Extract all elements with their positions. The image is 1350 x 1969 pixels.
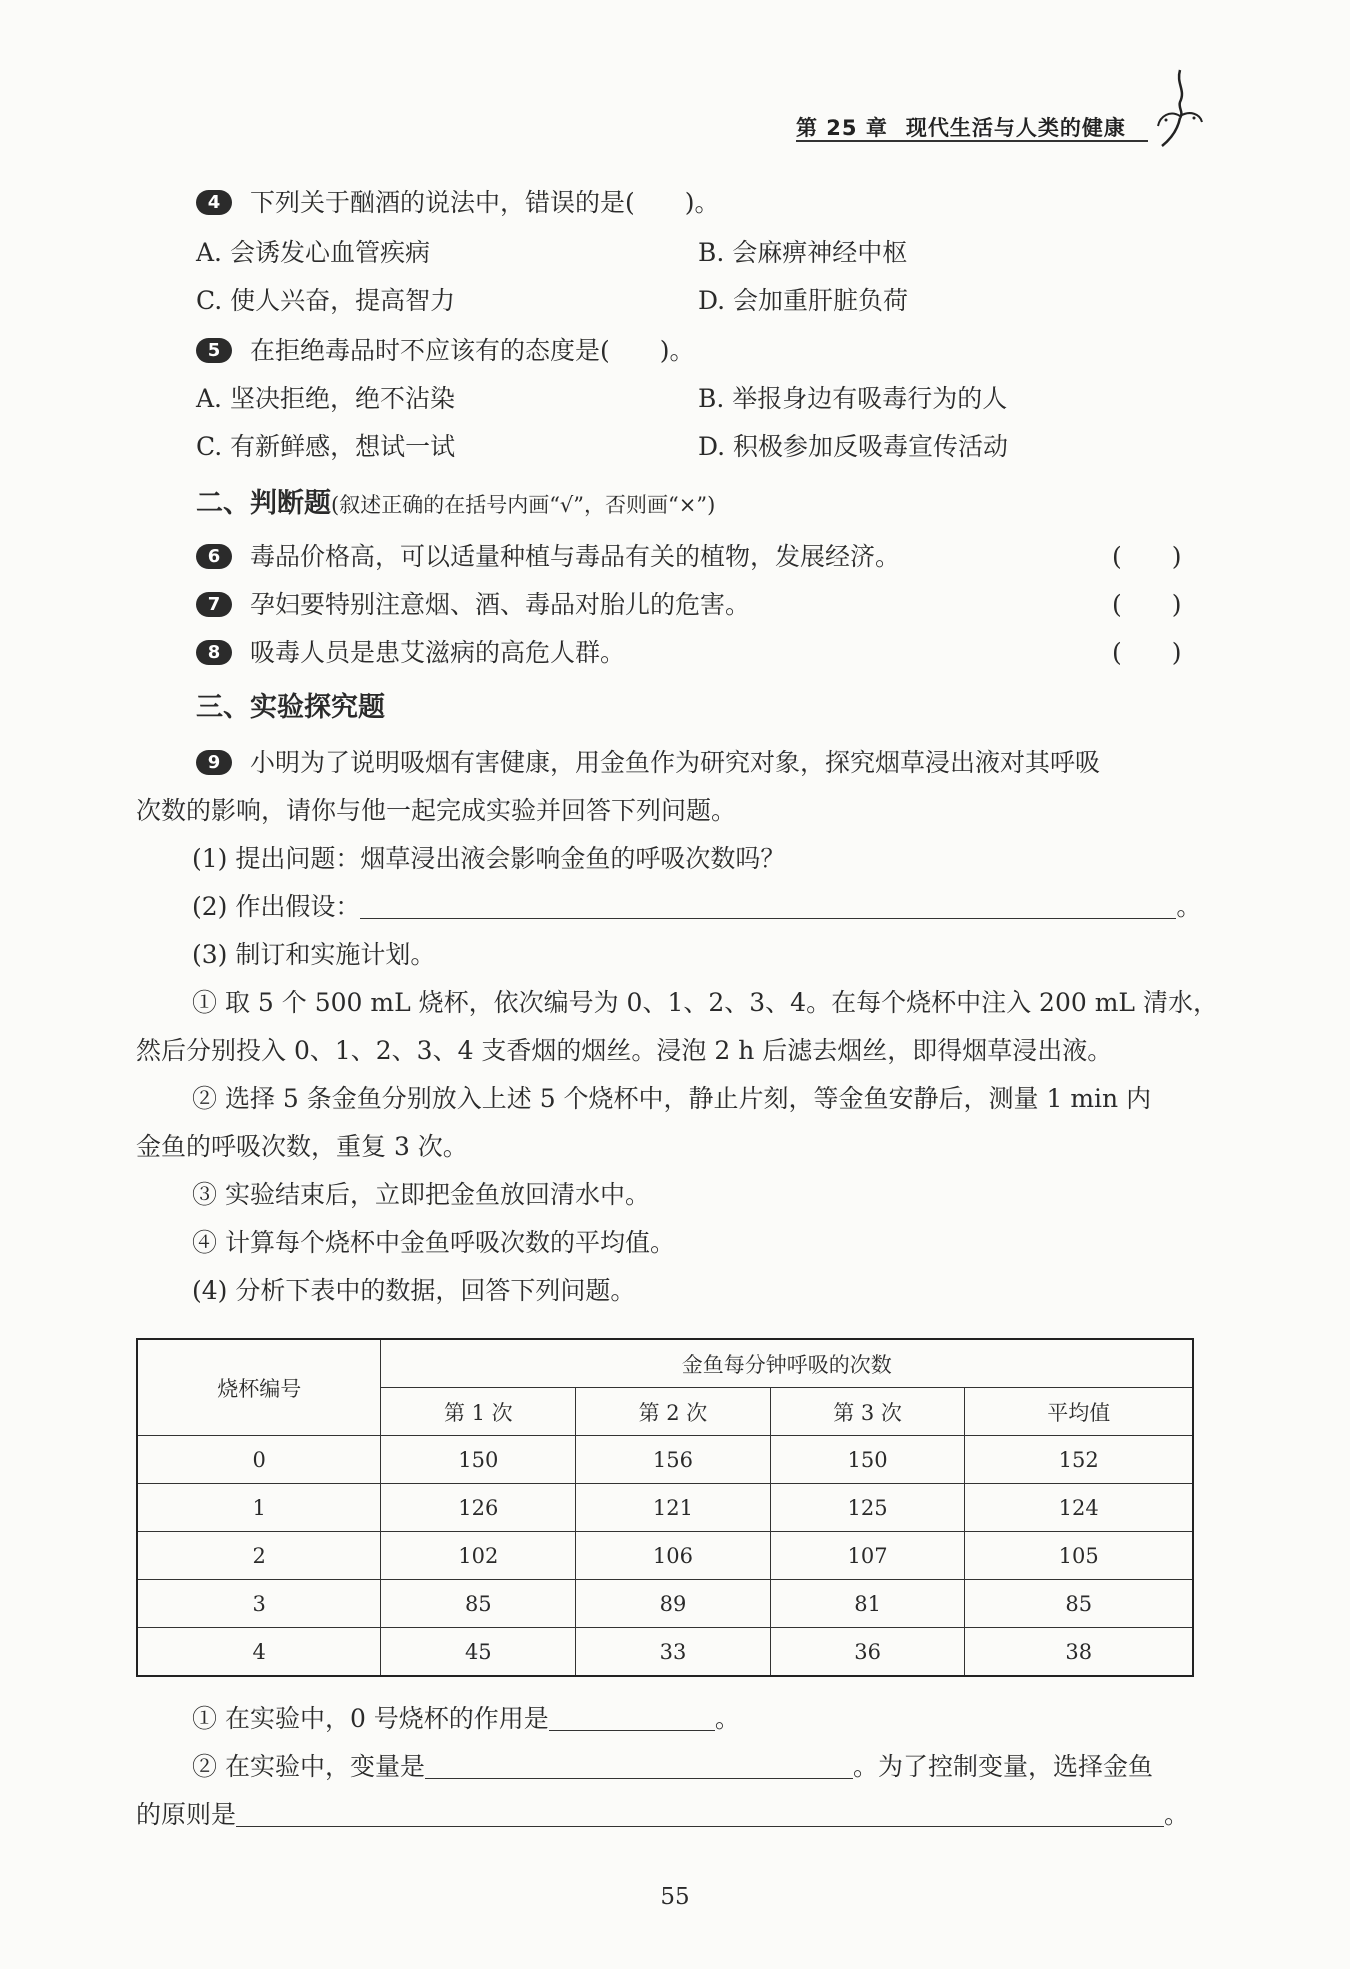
answer-2-label: ② 在实验中，变量是	[192, 1752, 425, 1781]
step-1-cont: 然后分别投入 0、1、2、3、4 支香烟的烟丝。浸泡 2 h 后滤去烟丝，即得烟草浸出液。	[136, 1036, 1113, 1065]
answer-parentheses[interactable]: ( )	[1112, 590, 1182, 619]
question-5	[196, 334, 695, 368]
answer-parentheses[interactable]: ( )	[1112, 542, 1182, 571]
part-3: (3) 制订和实施计划。	[192, 940, 436, 969]
table-cell: 85	[965, 1580, 1193, 1628]
part-2	[192, 890, 1201, 924]
question-stem: 下列关于酗酒的说法中，错误的是( )。	[250, 188, 720, 217]
part-2-label: (2) 作出假设：	[192, 892, 361, 921]
table-header-row	[137, 1339, 1193, 1388]
option-a: A. 会诱发心血管疾病	[196, 238, 430, 267]
table-cell: 121	[576, 1484, 771, 1532]
answer-2	[192, 1750, 1153, 1784]
table-row	[137, 1628, 1193, 1677]
table-cell: 4	[137, 1628, 381, 1677]
step-1: ① 取 5 个 500 mL 烧杯，依次编号为 0、1、2、3、4。在每个烧杯中注入 200 mL 清水，	[192, 988, 1218, 1017]
header-trial-2: 第 2 次	[576, 1388, 771, 1436]
lily-ornament-icon	[1150, 66, 1206, 150]
question-8	[196, 636, 625, 670]
table-cell: 124	[965, 1484, 1193, 1532]
table-row	[137, 1436, 1193, 1484]
option-a: A. 坚决拒绝，绝不沾染	[196, 384, 455, 413]
table-cell: 152	[965, 1436, 1193, 1484]
table-cell: 45	[381, 1628, 576, 1677]
answer-2-label2: 的原则是	[136, 1800, 237, 1829]
question-number-badge: 8	[196, 640, 232, 665]
question-stem: 在拒绝毒品时不应该有的态度是( )。	[250, 336, 695, 365]
breathing-data-table	[136, 1338, 1194, 1677]
answer-2-mid: 。为了控制变量，选择金鱼	[852, 1752, 1153, 1781]
question-number-badge: 6	[196, 544, 232, 569]
table-cell: 125	[770, 1484, 965, 1532]
table-cell: 1	[137, 1484, 381, 1532]
option-d: D. 会加重肝脏负荷	[698, 286, 909, 315]
selection-principle-blank[interactable]	[236, 1800, 1164, 1827]
answer-2-cont	[136, 1798, 1189, 1832]
option-c: C. 使人兴奋，提高智力	[196, 286, 456, 315]
answer-1-end: 。	[714, 1704, 740, 1733]
question-number-badge: 5	[196, 338, 232, 363]
running-header	[796, 112, 1126, 142]
table-cell: 38	[965, 1628, 1193, 1677]
header-trial-1: 第 1 次	[381, 1388, 576, 1436]
section-heading-experiment: 三、实验探究题	[196, 692, 385, 723]
table-row	[137, 1580, 1193, 1628]
table-cell: 81	[770, 1580, 965, 1628]
part-1: (1) 提出问题：烟草浸出液会影响金鱼的呼吸次数吗？	[192, 844, 786, 873]
table-cell: 105	[965, 1532, 1193, 1580]
header-beaker-number: 烧杯编号	[137, 1339, 381, 1436]
table-cell: 89	[576, 1580, 771, 1628]
step-2: ② 选择 5 条金鱼分别放入上述 5 个烧杯中，静止片刻，等金鱼安静后，测量 1 min 内	[192, 1084, 1152, 1113]
question-9-intro	[196, 746, 1100, 780]
table-cell: 150	[381, 1436, 576, 1484]
table-cell: 2	[137, 1532, 381, 1580]
option-b: B. 举报身边有吸毒行为的人	[698, 384, 1008, 413]
variable-blank[interactable]	[425, 1752, 853, 1779]
table-cell: 36	[770, 1628, 965, 1677]
question-stem: 小明为了说明吸烟有害健康，用金鱼作为研究对象，探究烟草浸出液对其呼吸	[250, 748, 1101, 777]
option-d: D. 积极参加反吸毒宣传活动	[698, 432, 1009, 461]
table-cell: 0	[137, 1436, 381, 1484]
table-cell: 3	[137, 1580, 381, 1628]
table-cell: 85	[381, 1580, 576, 1628]
control-role-blank[interactable]	[549, 1704, 715, 1731]
table-row	[137, 1532, 1193, 1580]
hypothesis-blank[interactable]	[360, 892, 1176, 919]
question-stem: 孕妇要特别注意烟、酒、毒品对胎儿的危害。	[250, 590, 751, 619]
step-4: ④ 计算每个烧杯中金鱼呼吸次数的平均值。	[192, 1228, 675, 1257]
table-row	[137, 1484, 1193, 1532]
question-number-badge: 7	[196, 592, 232, 617]
question-number-badge: 4	[196, 190, 232, 215]
answer-parentheses[interactable]: ( )	[1112, 638, 1182, 667]
chapter-number: 第 25 章	[796, 116, 888, 140]
answer-2-end: 。	[1164, 1800, 1190, 1829]
option-b: B. 会麻痹神经中枢	[698, 238, 908, 267]
header-trial-3: 第 3 次	[770, 1388, 965, 1436]
question-9-intro-cont: 次数的影响，请你与他一起完成实验并回答下列问题。	[136, 796, 737, 825]
question-4	[196, 186, 720, 220]
header-rule	[796, 140, 1148, 142]
table-cell: 102	[381, 1532, 576, 1580]
question-6	[196, 540, 900, 574]
section-note: (叙述正确的在括号内画“√”，否则画“×”)	[331, 493, 716, 517]
step-2-cont: 金鱼的呼吸次数，重复 3 次。	[136, 1132, 468, 1161]
page-number: 55	[660, 1884, 690, 1910]
table-cell: 156	[576, 1436, 771, 1484]
question-stem: 毒品价格高，可以适量种植与毒品有关的植物，发展经济。	[250, 542, 901, 571]
question-7	[196, 588, 750, 622]
table-cell: 126	[381, 1484, 576, 1532]
section-heading-judgement	[196, 486, 715, 523]
section-title: 二、判断题	[196, 488, 331, 519]
answer-1	[192, 1702, 740, 1736]
part-2-end: 。	[1176, 892, 1202, 921]
question-number-badge: 9	[196, 750, 232, 775]
answer-1-label: ① 在实验中，0 号烧杯的作用是	[192, 1704, 549, 1733]
table-cell: 107	[770, 1532, 965, 1580]
table-cell: 106	[576, 1532, 771, 1580]
table-cell: 33	[576, 1628, 771, 1677]
header-group: 金鱼每分钟呼吸的次数	[381, 1339, 1193, 1388]
option-c: C. 有新鲜感，想试一试	[196, 432, 456, 461]
question-stem: 吸毒人员是患艾滋病的高危人群。	[250, 638, 626, 667]
header-average: 平均值	[965, 1388, 1193, 1436]
chapter-title: 现代生活与人类的健康	[905, 116, 1126, 140]
part-4: (4) 分析下表中的数据，回答下列问题。	[192, 1276, 636, 1305]
step-3: ③ 实验结束后，立即把金鱼放回清水中。	[192, 1180, 650, 1209]
table-cell: 150	[770, 1436, 965, 1484]
